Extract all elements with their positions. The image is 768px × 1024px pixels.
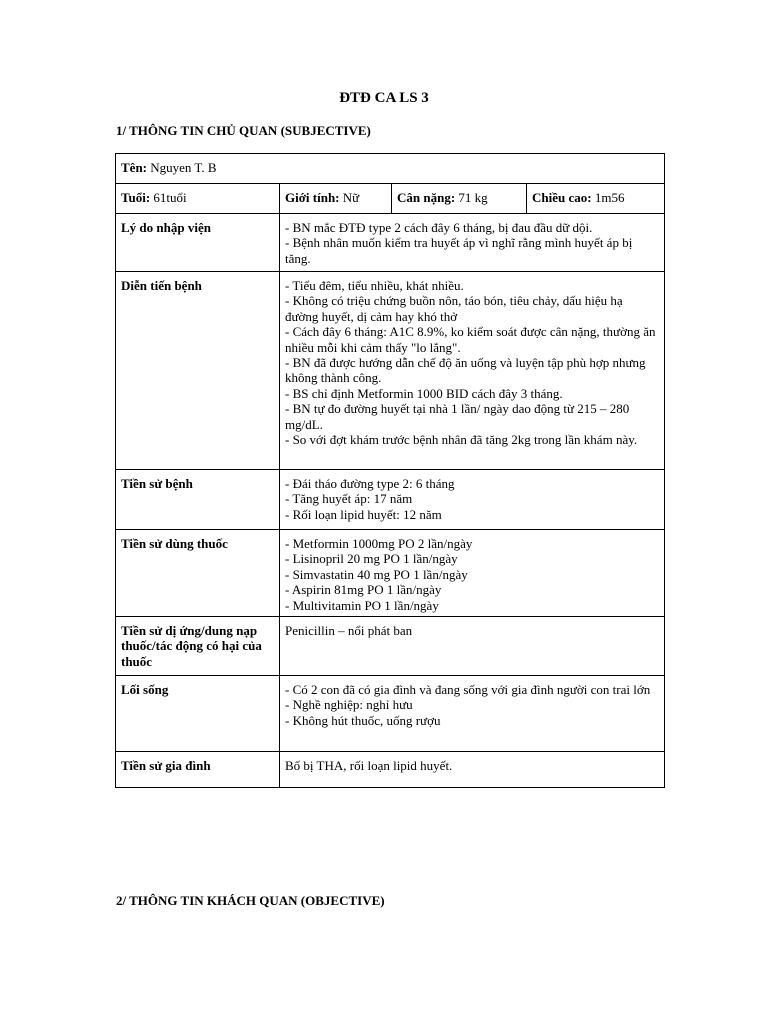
row-content: [280, 470, 665, 530]
row-label: Tiền sử bệnh: [116, 470, 280, 530]
demographics-row: [116, 184, 665, 214]
row-line: - Có 2 con đã có gia đình và đang sống với gia đình người con trai lớn: [285, 682, 651, 698]
row-line: - Rối loạn lipid huyết: 12 năm: [285, 506, 442, 522]
row-line: Penicillin – nổi phát ban: [285, 623, 413, 639]
document-title: ĐTĐ CA LS 3: [339, 90, 429, 106]
row-content: [280, 272, 665, 470]
age-value: 61tuổi: [153, 190, 187, 205]
weight-cell: [392, 184, 527, 214]
row-line: - Multivitamin PO 1 lần/ngày: [285, 597, 439, 613]
sex-label: Giới tính:: [285, 190, 340, 205]
row-line: - BN đã được hướng dẫn chế độ ăn uống và luyện tập phù hợp nhưng không thành công.: [285, 355, 646, 386]
name-label: Tên:: [121, 160, 147, 175]
sex-cell: [280, 184, 392, 214]
row-line: - BS chỉ định Metformin 1000 BID cách đây 3 tháng.: [285, 385, 563, 401]
table-row: [116, 530, 665, 617]
weight-value: 71 kg: [458, 190, 488, 205]
row-label: Diễn tiến bệnh: [116, 272, 280, 470]
section-heading-objective: 2/ THÔNG TIN KHÁCH QUAN (OBJECTIVE): [116, 893, 385, 908]
row-line: - Đái tháo đường type 2: 6 tháng: [285, 476, 455, 491]
name-cell: [116, 154, 665, 184]
age-cell: [116, 184, 280, 214]
row-content: [280, 617, 665, 676]
height-cell: [527, 184, 665, 214]
row-line: - Aspirin 81mg PO 1 lần/ngày: [285, 582, 442, 598]
sex-value: Nữ: [342, 190, 360, 205]
table-row: [116, 617, 665, 676]
table-row: [116, 214, 665, 272]
row-line: - Metformin 1000mg PO 2 lần/ngày: [285, 536, 473, 551]
height-value: 1m56: [594, 190, 625, 205]
table-row: [116, 470, 665, 530]
row-content: [280, 676, 665, 752]
row-line: - Nghề nghiệp: nghỉ hưu: [285, 697, 413, 713]
name-value: Nguyen T. B: [150, 160, 217, 175]
row-content: [280, 214, 665, 272]
age-label: Tuổi:: [121, 190, 151, 205]
weight-label: Cân nặng:: [397, 190, 456, 205]
row-content: [280, 530, 665, 617]
row-label: Lý do nhập viện: [116, 214, 280, 272]
row-line: - Bệnh nhân muốn kiểm tra huyết áp vì nghĩ rằng mình huyết áp bị tăng.: [285, 235, 633, 266]
row-line: - BN mắc ĐTĐ type 2 cách đây 6 tháng, bị đau đầu dữ dội.: [285, 220, 593, 235]
row-label: Lối sống: [116, 676, 280, 752]
row-line: - So với đợt khám trước bệnh nhân đã tăng 2kg trong lần khám này.: [285, 432, 638, 448]
row-line: Bố bị THA, rối loạn lipid huyết.: [285, 758, 453, 774]
height-label: Chiều cao:: [532, 190, 592, 205]
row-line: - Không hút thuốc, uống rượu: [285, 712, 441, 728]
table-row: [116, 676, 665, 752]
row-line: - Không có triệu chứng buồn nôn, táo bón, tiêu chảy, dấu hiệu hạ đường huyết, dị cảm hay khó thở: [285, 293, 623, 324]
section-heading-subjective: 1/ THÔNG TIN CHỦ QUAN (SUBJECTIVE): [116, 123, 371, 138]
row-line: - Lisinopril 20 mg PO 1 lần/ngày: [285, 551, 458, 567]
row-label: Tiền sử dùng thuốc: [116, 530, 280, 617]
subjective-info-table: [115, 153, 665, 788]
row-label: Tiền sử gia đình: [116, 752, 280, 788]
table-row: [116, 272, 665, 470]
row-line: - Tăng huyết áp: 17 năm: [285, 491, 413, 507]
table-row: [116, 752, 665, 788]
row-label: Tiền sử dị ứng/dung nạp thuốc/tác động có hại của thuốc: [116, 617, 280, 676]
row-content: [280, 752, 665, 788]
row-line: - Simvastatin 40 mg PO 1 lần/ngày: [285, 566, 468, 582]
name-row: [116, 154, 665, 184]
row-line: - Cách đây 6 tháng: A1C 8.9%, ko kiểm soát được cân nặng, thường ăn nhiều mỗi khi cảm thấy "lo lắng".: [285, 324, 656, 355]
row-line: - BN tự đo đường huyết tại nhà 1 lần/ ngày dao động từ 215 – 280 mg/dL.: [285, 401, 630, 432]
row-line: - Tiểu đêm, tiểu nhiều, khát nhiều.: [285, 278, 464, 293]
